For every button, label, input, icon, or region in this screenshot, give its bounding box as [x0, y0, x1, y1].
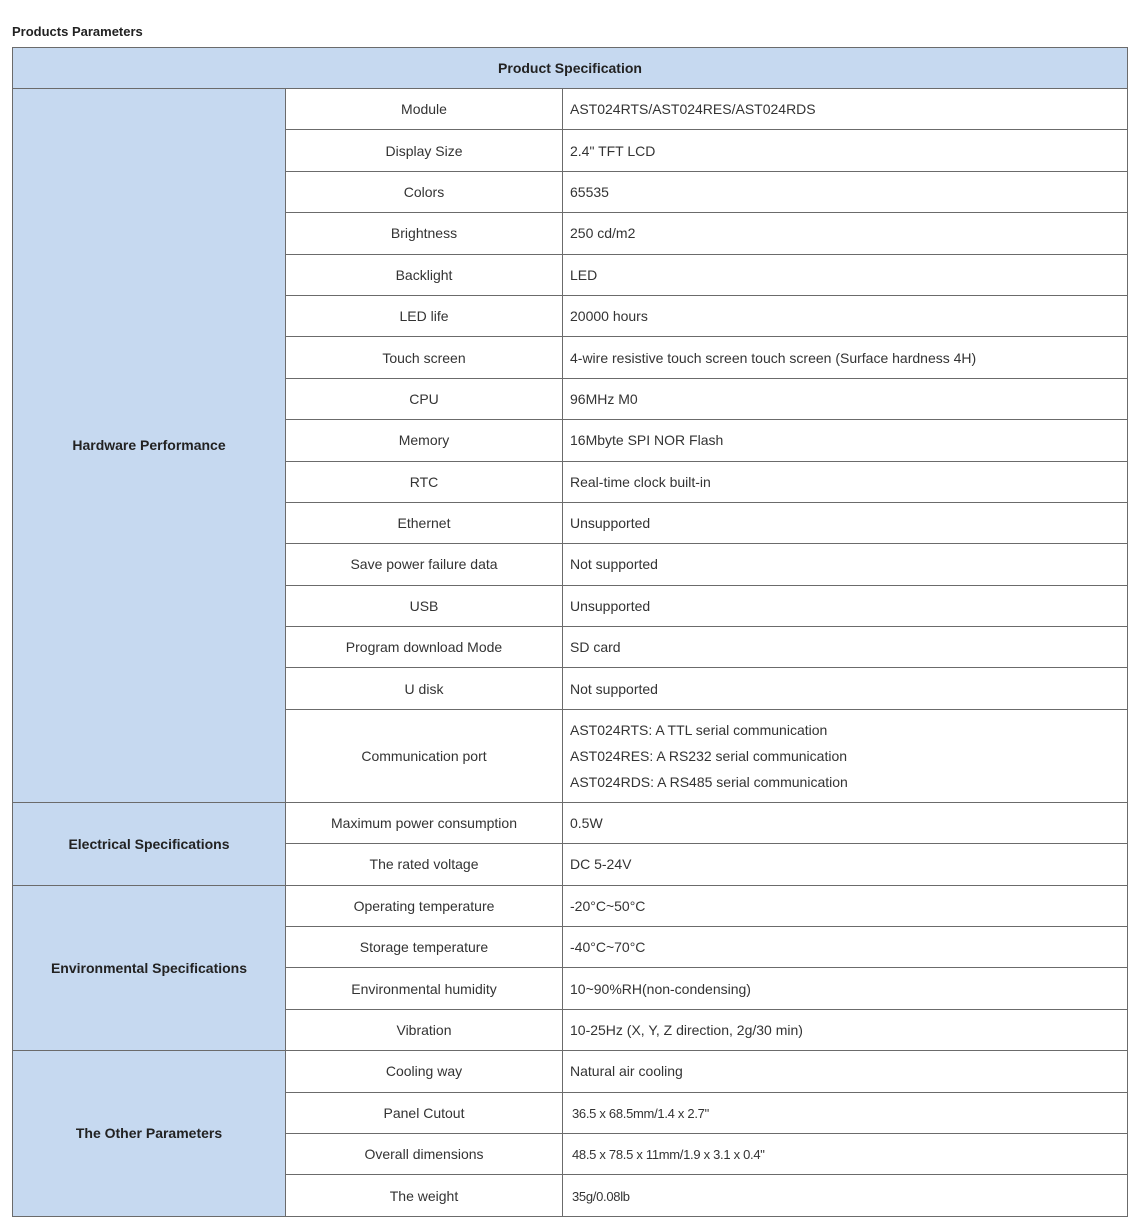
value-text: 36.5 x 68.5mm/1.4 x 2.7"	[572, 1105, 709, 1121]
parameter-value: 250 cd/m2	[563, 213, 1128, 254]
parameter-name: Display Size	[286, 130, 563, 171]
parameter-value: DC 5-24V	[563, 844, 1128, 885]
value-line: AST024RES: A RS232 serial communication	[570, 747, 848, 764]
parameter-name: Maximum power consumption	[286, 802, 563, 843]
table-header: Product Specification	[13, 48, 1128, 89]
table-body	[13, 89, 1128, 1217]
table-header-row	[13, 48, 1128, 89]
parameter-value: SD card	[563, 627, 1128, 668]
parameter-value	[563, 1092, 1128, 1133]
parameter-value: 20000 hours	[563, 295, 1128, 336]
group-label: Hardware Performance	[13, 89, 286, 803]
table-row	[13, 1051, 1128, 1092]
product-specification-table	[12, 47, 1128, 1217]
parameter-value: Unsupported	[563, 502, 1128, 543]
parameter-value: -40°C~70°C	[563, 927, 1128, 968]
parameter-value: Not supported	[563, 544, 1128, 585]
table-row	[13, 885, 1128, 926]
parameter-value	[563, 1133, 1128, 1174]
parameter-name: Communication port	[286, 709, 563, 802]
parameter-name: Save power failure data	[286, 544, 563, 585]
parameter-name: CPU	[286, 378, 563, 419]
parameter-value: 4-wire resistive touch screen touch screen (Surface hardness 4H)	[563, 337, 1128, 378]
parameter-name: Environmental humidity	[286, 968, 563, 1009]
parameter-value	[563, 709, 1128, 802]
parameter-name: Storage temperature	[286, 927, 563, 968]
parameter-name: The weight	[286, 1175, 563, 1216]
group-label: Environmental Specifications	[13, 885, 286, 1051]
parameter-name: Memory	[286, 420, 563, 461]
parameter-value: 96MHz M0	[563, 378, 1128, 419]
parameter-name: USB	[286, 585, 563, 626]
parameter-value: LED	[563, 254, 1128, 295]
value-line: AST024RDS: A RS485 serial communication	[570, 773, 848, 790]
parameter-value: 65535	[563, 171, 1128, 212]
parameter-value: Not supported	[563, 668, 1128, 709]
parameter-name: Vibration	[286, 1009, 563, 1050]
parameter-name: Module	[286, 89, 563, 130]
parameter-value: 10-25Hz (X, Y, Z direction, 2g/30 min)	[563, 1009, 1128, 1050]
parameter-name: Overall dimensions	[286, 1133, 563, 1174]
parameter-value: Natural air cooling	[563, 1051, 1128, 1092]
parameter-value: Unsupported	[563, 585, 1128, 626]
value-text: 35g/0.08lb	[572, 1188, 630, 1204]
parameter-name: Ethernet	[286, 502, 563, 543]
page-title: Products Parameters	[12, 24, 143, 39]
table-row	[13, 802, 1128, 843]
parameter-value: AST024RTS/AST024RES/AST024RDS	[563, 89, 1128, 130]
value-line: AST024RTS: A TTL serial communication	[570, 721, 828, 738]
parameter-name: RTC	[286, 461, 563, 502]
parameter-name: Cooling way	[286, 1051, 563, 1092]
parameter-value: 16Mbyte SPI NOR Flash	[563, 420, 1128, 461]
group-label: The Other Parameters	[13, 1051, 286, 1217]
parameter-name: Panel Cutout	[286, 1092, 563, 1133]
parameter-name: Program download Mode	[286, 627, 563, 668]
parameter-name: Brightness	[286, 213, 563, 254]
parameter-value	[563, 1175, 1128, 1216]
value-text: 48.5 x 78.5 x 11mm/1.9 x 3.1 x 0.4"	[572, 1147, 765, 1163]
parameter-name: U disk	[286, 668, 563, 709]
parameter-name: Operating temperature	[286, 885, 563, 926]
group-label: Electrical Specifications	[13, 802, 286, 885]
parameter-name: Touch screen	[286, 337, 563, 378]
parameter-name: The rated voltage	[286, 844, 563, 885]
parameter-name: LED life	[286, 295, 563, 336]
parameter-value: Real-time clock built-in	[563, 461, 1128, 502]
parameter-value: 0.5W	[563, 802, 1128, 843]
parameter-value: 2.4" TFT LCD	[563, 130, 1128, 171]
parameter-name: Colors	[286, 171, 563, 212]
parameter-value: -20°C~50°C	[563, 885, 1128, 926]
parameter-name: Backlight	[286, 254, 563, 295]
parameter-value: 10~90%RH(non-condensing)	[563, 968, 1128, 1009]
table-row	[13, 89, 1128, 130]
